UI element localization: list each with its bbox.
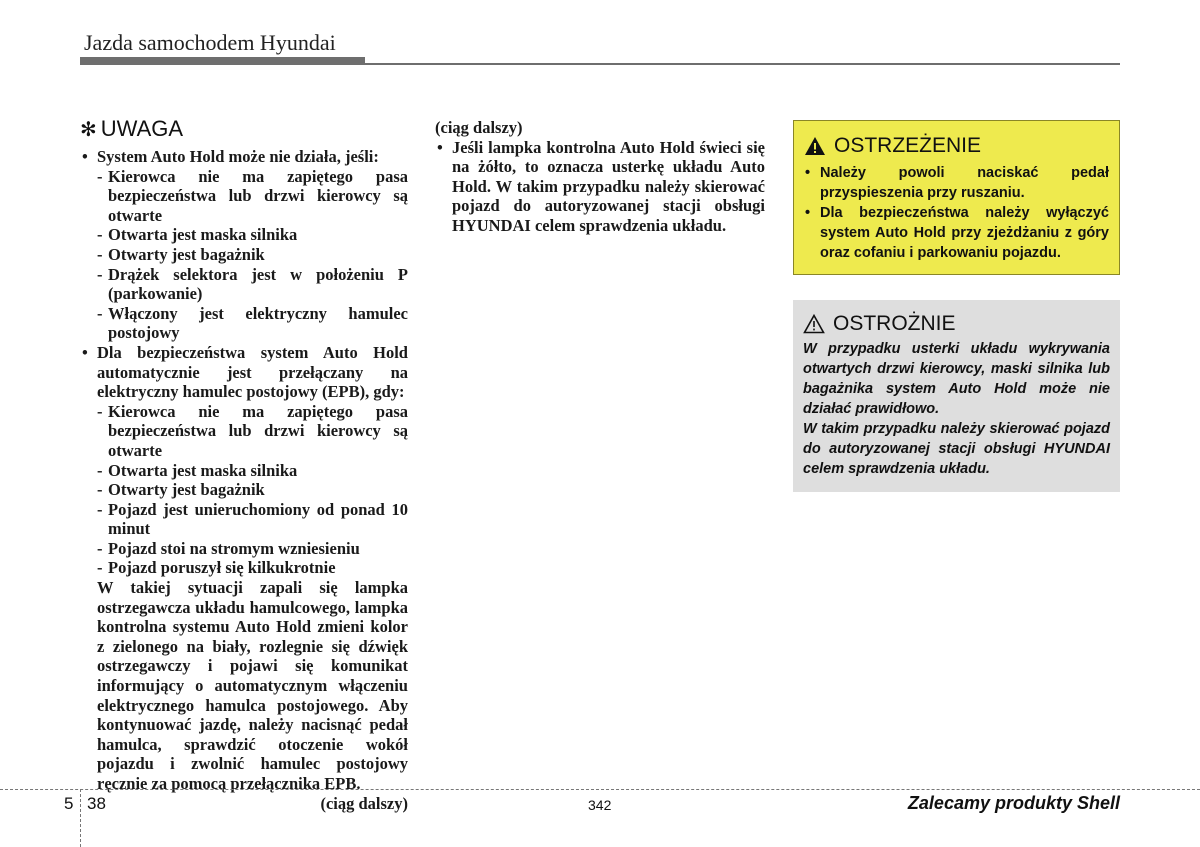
list-item: - Kierowca nie ma zapiętego pasa bezpieczeństwa lub drzwi kierowcy są otwarte xyxy=(97,401,408,460)
page-number: 38 xyxy=(87,794,106,813)
section-number: 5 xyxy=(64,794,74,813)
list-item: - Otwarty jest bagażnik xyxy=(97,244,265,264)
list-item: - Włączony jest elektryczny hamulec postojowy xyxy=(97,303,408,343)
header-bar xyxy=(80,57,365,65)
header-title: Jazda samochodem Hyundai xyxy=(84,30,336,55)
continued-label: (ciąg dalszy) xyxy=(320,793,408,813)
uwaga-paragraph: W takiej sytuacji zapali się lampka ostrzegawcza układu hamulcowego, lampka kontrolna systemu Auto Hold zmieni kolor z zielonego na biały, rozlegnie się dźwięk ostrzegawczy i pojawi się komunikat informujący o automatycznym włączeniu elektrycznego hamulca postojowego. Aby kontynuować jazdę, należy nacisnąć pedał hamulca, sprawdzić otoczenie wokół pojazdu i zwolnić hamulec postojowy ręcznie za pomocą przełącznika EPB. xyxy=(97,578,408,793)
list-item: • Należy powoli naciskać pedał przyspieszenia przy ruszaniu. xyxy=(805,165,1109,201)
auto-hold-bullet: • Jeśli lampka kontrolna Auto Hold świeci się na żółto, to oznacza usterkę układu Auto Hold. W takim przypadku należy skierować pojazd do autoryzowanej stacji obsługi HYUNDAI celem sprawdzenia układu. xyxy=(437,137,765,235)
continued-column xyxy=(435,118,765,236)
list-item: - Pojazd stoi na stromym wzniesieniu xyxy=(97,538,360,558)
list-item: - Drążek selektora jest w położeniu P (parkowanie) xyxy=(97,264,408,304)
continued-label: (ciąg dalszy) xyxy=(435,118,523,137)
caution-box xyxy=(793,300,1120,492)
asterisk-icon: ✻ xyxy=(80,119,97,141)
sheet-number: 342 xyxy=(588,797,612,813)
list-item: - Otwarta jest maska silnika xyxy=(97,460,298,480)
uwaga-bullet: • Dla bezpieczeństwa system Auto Hold automatycznie jest przełączany na elektryczny hamulec postojowy (EPB), gdy: xyxy=(82,342,408,402)
caution-paragraph: W przypadku usterki układu wykrywania otwartych drzwi kierowcy, maski silnika lub bagażnika system Auto Hold może nie działać prawidłowo. xyxy=(803,341,1110,417)
footer-rule xyxy=(0,789,1200,790)
list-item: • Dla bezpieczeństwa należy wyłączyć system Auto Hold przy zjeżdżaniu z góry oraz cofaniu i parkowaniu pojazdu. xyxy=(805,205,1109,261)
list-item: - Otwarta jest maska silnika xyxy=(97,225,298,245)
list-item: - Pojazd jest unieruchomiony od ponad 10 minut xyxy=(97,499,408,539)
uwaga-column xyxy=(80,116,408,813)
uwaga-heading: ✻ UWAGA xyxy=(80,116,184,141)
warning-triangle-icon xyxy=(804,136,826,156)
caution-heading: OSTROŻNIE xyxy=(803,311,1110,337)
uwaga-bullet: • System Auto Hold może nie działa, jeśli: xyxy=(82,147,379,166)
footer-slogan: Zalecamy produkty Shell xyxy=(907,793,1120,813)
list-item: - Pojazd poruszył się kilkukrotnie xyxy=(97,558,336,578)
caution-triangle-icon xyxy=(803,314,825,334)
header-rule xyxy=(365,63,1120,65)
footer-divider xyxy=(80,789,81,847)
list-item: - Otwarty jest bagażnik xyxy=(97,480,265,500)
list-item: - Kierowca nie ma zapiętego pasa bezpieczeństwa lub drzwi kierowcy są otwarte xyxy=(97,166,408,225)
caution-paragraph: W takim przypadku należy skierować pojazd do autoryzowanej stacji obsługi HYUNDAI celem sprawdzenia układu. xyxy=(803,421,1110,477)
warning-heading: OSTRZEŻENIE xyxy=(804,133,1109,159)
warning-box xyxy=(793,120,1120,275)
